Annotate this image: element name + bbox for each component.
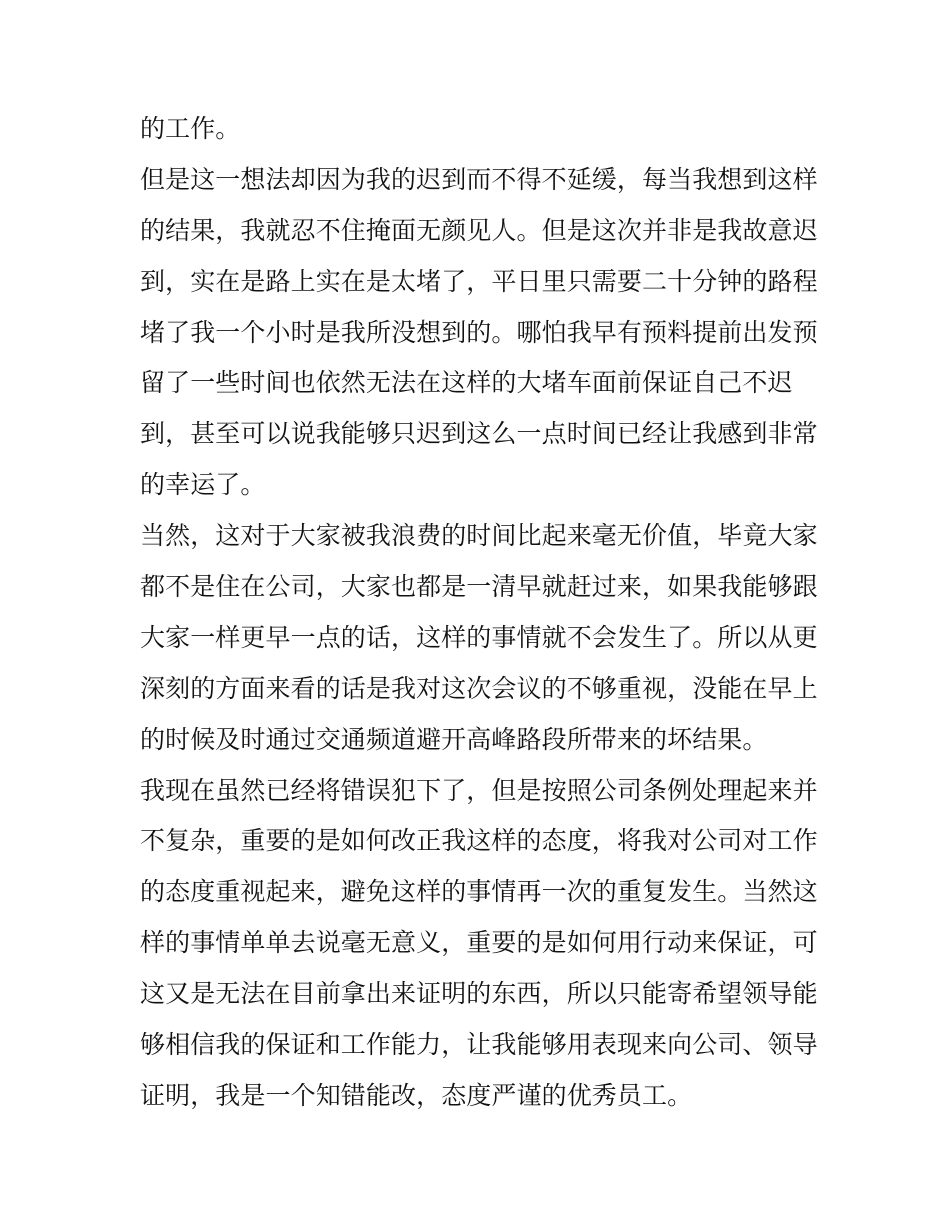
text-line: 样的事情单单去说毫无意义，重要的是如何用行动来保证，可 [140, 928, 818, 958]
text-line: 当然，这对于大家被我浪费的时间比起来毫无价值，毕竟大家 [140, 521, 818, 551]
text-line: 的幸运了。 [140, 470, 266, 500]
text-line: 够相信我的保证和工作能力，让我能够用表现来向公司、领导 [140, 1030, 818, 1060]
text-line: 的态度重视起来，避免这样的事情再一次的重复发生。当然这 [140, 877, 818, 907]
text-line: 这又是无法在目前拿出来证明的东西，所以只能寄希望领导能 [140, 979, 818, 1009]
text-line: 深刻的方面来看的话是我对这次会议的不够重视，没能在早上 [140, 673, 818, 703]
text-line: 的结果，我就忍不住掩面无颜见人。但是这次并非是我故意迟 [140, 215, 818, 245]
text-line: 但是这一想法却因为我的迟到而不得不延缓，每当我想到这样 [140, 164, 818, 194]
document-body [140, 104, 818, 1122]
text-line: 到，甚至可以说我能够只迟到这么一点时间已经让我感到非常 [140, 419, 818, 449]
text-line: 证明，我是一个知错能改，态度严谨的优秀员工。 [140, 1080, 693, 1110]
text-line: 到，实在是路上实在是太堵了，平日里只需要二十分钟的路程 [140, 266, 818, 296]
text-line: 的时候及时通过交通频道避开高峰路段所带来的坏结果。 [140, 724, 768, 754]
text-line: 大家一样更早一点的话，这样的事情就不会发生了。所以从更 [140, 622, 818, 652]
text-line: 都不是住在公司，大家也都是一清早就赶过来，如果我能够跟 [140, 572, 818, 602]
text-line: 不复杂，重要的是如何改正我这样的态度，将我对公司对工作 [140, 826, 818, 856]
text-line: 我现在虽然已经将错误犯下了，但是按照公司条例处理起来并 [140, 775, 818, 805]
text-line: 留了一些时间也依然无法在这样的大堵车面前保证自己不迟 [140, 368, 793, 398]
text-line: 的工作。 [140, 114, 241, 143]
text-line: 堵了我一个小时是我所没想到的。哪怕我早有预料提前出发预 [140, 317, 818, 347]
